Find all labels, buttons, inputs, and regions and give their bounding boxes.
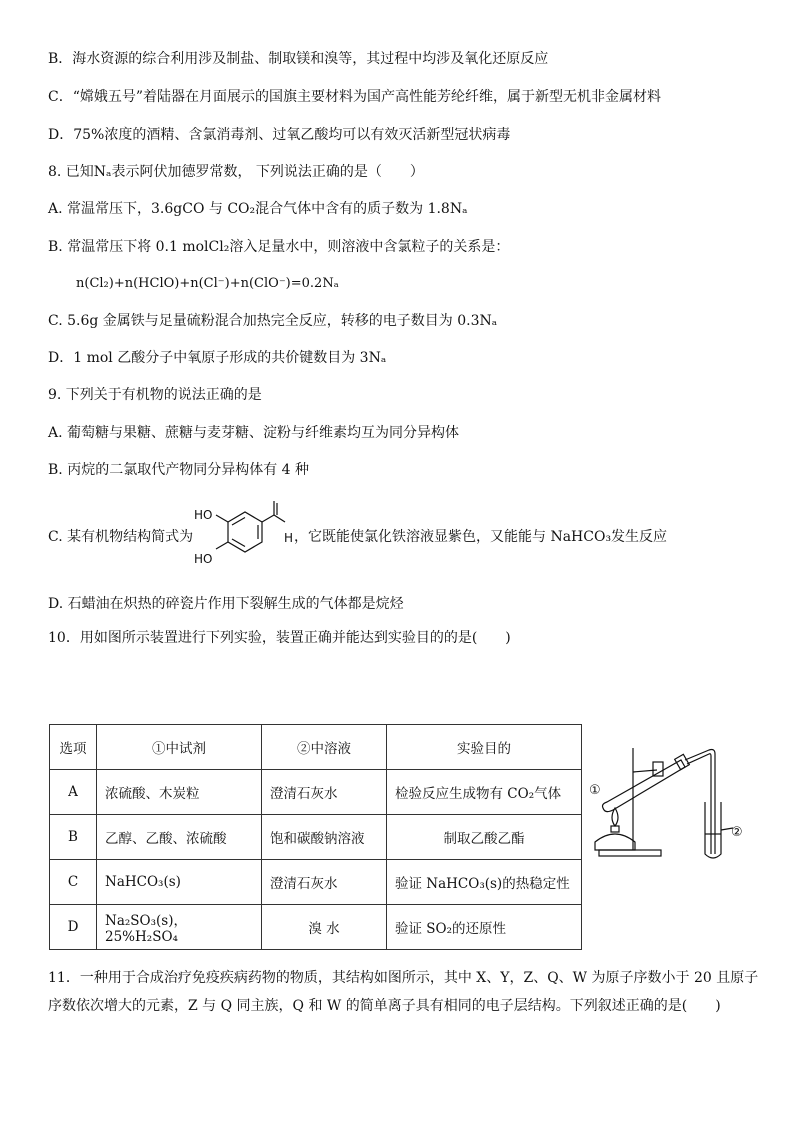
row-reagent: NaHCO₃(s) bbox=[97, 860, 262, 905]
row-solution: 澄清石灰水 bbox=[262, 770, 387, 815]
question-8c: C. 5.6g 金属铁与足量硫粉混合加热完全反应，转移的电子数目为 0.3Nₐ bbox=[48, 313, 498, 329]
delivery-tube-inner bbox=[687, 754, 711, 854]
table-row bbox=[50, 860, 582, 905]
row-option: B bbox=[50, 815, 97, 860]
header-option: 选项 bbox=[50, 725, 97, 770]
question-9d: D. 石蜡油在炽热的碎瓷片作用下裂解生成的气体都是烷烃 bbox=[48, 596, 404, 612]
question-9a: A. 葡萄糖与果糖、蔗糖与麦芽糖、淀粉与纤维素均互为同分异构体 bbox=[48, 425, 460, 441]
question-9c-prefix: C. 某有机物结构简式为 bbox=[48, 529, 194, 545]
question-9: 9. 下列关于有机物的说法正确的是 bbox=[48, 387, 262, 403]
header-purpose: 实验目的 bbox=[387, 725, 582, 770]
row-purpose: 验证 NaHCO₃(s)的热稳定性 bbox=[387, 860, 582, 905]
row-solution: 溴 水 bbox=[262, 905, 387, 950]
question-10: 10．用如图所示装置进行下列实验，装置正确并能达到实验目的的是( ) bbox=[48, 630, 511, 646]
clamp bbox=[653, 762, 663, 776]
hydroxyl-label-bottom: HO bbox=[194, 552, 213, 566]
row-reagent: Na₂SO₃(s)，25%H₂SO₄ bbox=[97, 905, 262, 950]
row-solution: 澄清石灰水 bbox=[262, 860, 387, 905]
question-9c-suffix: ，它既能使氯化铁溶液显紫色，又能能与 NaHCO₃发生反应 bbox=[294, 529, 668, 545]
test-tube-2 bbox=[705, 802, 721, 858]
question-7b: B．海水资源的综合利用涉及制盐、制取镁和溴等，其过程中均涉及氧化还原反应 bbox=[48, 51, 549, 67]
row-option: C bbox=[50, 860, 97, 905]
question-11-line-1: 11．一种用于合成治疗免疫疾病药物的物质，其结构如图所示，其中 X、Y，Z、Q、W 为原子序数小于 20 且原子 bbox=[48, 970, 759, 986]
label-2: ② bbox=[731, 825, 743, 840]
question-11-line-2: 序数依次增大的元素，Z 与 Q 同主族，Q 和 W 的简单离子具有相同的电子层结构。下列叙述正确的是( ) bbox=[48, 998, 721, 1014]
table-header-row bbox=[50, 725, 582, 770]
header-solution: ②中溶液 bbox=[262, 725, 387, 770]
header-reagent: ①中试剂 bbox=[97, 725, 262, 770]
row-reagent: 乙醇、乙酸、浓硫酸 bbox=[97, 815, 262, 860]
question-7c: C．“嫦娥五号”着陆器在月面展示的国旗主要材料为国产高性能芳纶纤维，属于新型无机非金属材料 bbox=[48, 89, 662, 105]
table-row bbox=[50, 815, 582, 860]
row-option: D bbox=[50, 905, 97, 950]
alcohol-lamp bbox=[595, 834, 635, 850]
question-9b: B. 丙烷的二氯取代产物同分异构体有 4 种 bbox=[48, 462, 309, 478]
label-1: ① bbox=[589, 783, 601, 798]
hydroxyl-label-top: HO bbox=[194, 508, 213, 522]
aldehyde-h-label: H bbox=[284, 531, 294, 545]
row-solution: 饱和碳酸钠溶液 bbox=[262, 815, 387, 860]
table-row bbox=[50, 770, 582, 815]
row-option: A bbox=[50, 770, 97, 815]
table-row bbox=[50, 905, 582, 950]
test-tube-1 bbox=[603, 760, 686, 812]
row-reagent: 浓硫酸、木炭粒 bbox=[97, 770, 262, 815]
question-7d: D．75%浓度的酒精、含氯消毒剂、过氧乙酸均可以有效灭活新型冠状病毒 bbox=[48, 127, 511, 143]
question-8a: A. 常温常压下，3.6gCO 与 CO₂混合气体中含有的质子数为 1.8Nₐ bbox=[48, 201, 468, 217]
experiment-table bbox=[49, 724, 582, 950]
question-8b: B. 常温常压下将 0.1 molCl₂溶入足量水中，则溶液中含氯粒子的关系是： bbox=[48, 239, 510, 255]
row-purpose: 检验反应生成物有 CO₂气体 bbox=[387, 770, 582, 815]
apparatus-diagram bbox=[585, 742, 745, 872]
row-purpose: 制取乙酸乙酯 bbox=[387, 815, 582, 860]
molecule-structure bbox=[188, 500, 292, 578]
stand-base bbox=[599, 850, 661, 856]
row-purpose: 验证 SO₂的还原性 bbox=[387, 905, 582, 950]
question-8d: D．1 mol 乙酸分子中氧原子形成的共价键数目为 3Nₐ bbox=[48, 350, 387, 366]
question-8b-equation: n(Cl₂)+n(HClO)+n(Cl⁻)+n(ClO⁻)=0.2Nₐ bbox=[76, 276, 339, 291]
question-8: 8. 已知Nₐ表示阿伏加德罗常数， 下列说法正确的是（ ） bbox=[48, 164, 424, 180]
